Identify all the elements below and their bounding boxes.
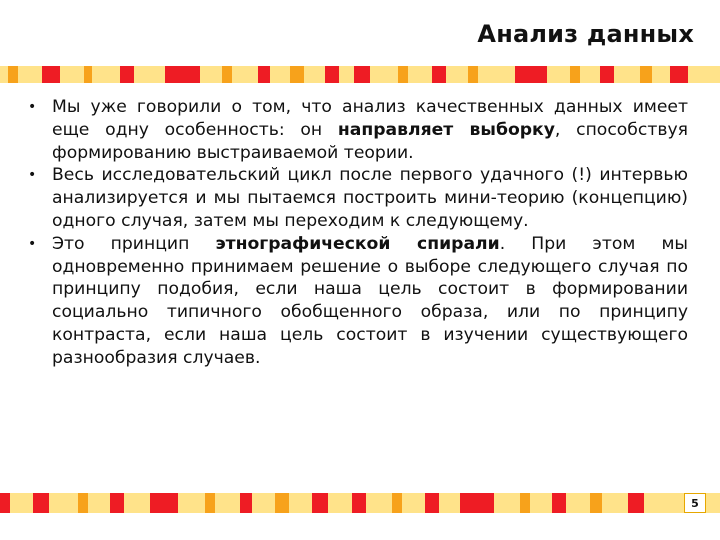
stripe-segment: [468, 66, 478, 83]
stripe-segment: [392, 493, 402, 513]
stripe-segment: [600, 66, 614, 83]
stripe-segment: [570, 66, 580, 83]
bullet-marker: •: [28, 99, 37, 115]
stripe-segment: [325, 66, 339, 83]
bullet-item: [28, 96, 688, 164]
bullet-marker: •: [28, 167, 37, 184]
stripe-segment: [640, 66, 652, 83]
bullet-text: Мы уже говорили о том, что анализ качественных данных имеет еще одну особенность: он: [52, 97, 688, 140]
stripe-segment: [78, 493, 88, 513]
stripe-segment: [165, 66, 200, 83]
stripe-segment: [205, 493, 215, 513]
stripe-segment: [275, 493, 289, 513]
stripe-segment: [258, 66, 270, 83]
bullet-text: Это принцип: [52, 233, 216, 254]
bullet-item: [28, 233, 688, 370]
bottom-decorative-stripe: [0, 493, 720, 513]
bullet-item: [28, 164, 688, 232]
bullet-list: [28, 96, 688, 370]
stripe-segment: [150, 493, 178, 513]
page-number: 5: [684, 493, 706, 513]
bullet-marker: •: [28, 235, 37, 252]
stripe-segment: [120, 66, 134, 83]
stripe-segment: [552, 493, 566, 513]
stripe-segment: [432, 66, 446, 83]
stripe-segment: [460, 493, 494, 513]
stripe-segment: [8, 66, 18, 83]
bullet-bold-text: этнографической спирали: [215, 233, 500, 254]
stripe-segment: [110, 493, 124, 513]
stripe-segment: [33, 493, 49, 513]
stripe-segment: [222, 66, 232, 83]
bullet-text: , способствуя формированию выстраиваемой теории.: [52, 119, 688, 163]
stripe-segment: [520, 493, 530, 513]
stripe-segment: [398, 66, 408, 83]
stripe-segment: [312, 493, 328, 513]
slide-title: Анализ данных: [477, 20, 694, 48]
stripe-segment: [240, 493, 252, 513]
stripe-segment: [352, 493, 366, 513]
stripe-segment: [515, 66, 547, 83]
bullet-text: Весь исследовательский цикл после первого удачного (!) интервью анализируется и мы пытаемся построить мини-теорию (концепцию) одного случая, затем мы переходим к следующему.: [52, 165, 688, 231]
stripe-segment: [42, 66, 60, 83]
stripe-segment: [670, 66, 688, 83]
stripe-segment: [290, 66, 304, 83]
stripe-segment: [590, 493, 602, 513]
stripe-segment: [425, 493, 439, 513]
bullet-text: . При этом мы одновременно принимаем решение о выборе следующего случая по принципу подобия, если наша цель состоит в формировании социально типичного обобщенного образа, или по принципу контраста, если наша цель состоит в изучении существующего разнообразия случаев.: [52, 233, 688, 368]
stripe-segment: [354, 66, 370, 83]
top-decorative-stripe: [0, 66, 720, 83]
stripe-segment: [628, 493, 644, 513]
stripe-segment: [0, 493, 10, 513]
stripe-segment: [84, 66, 92, 83]
bullet-bold-text: направляет выборку: [337, 119, 555, 140]
